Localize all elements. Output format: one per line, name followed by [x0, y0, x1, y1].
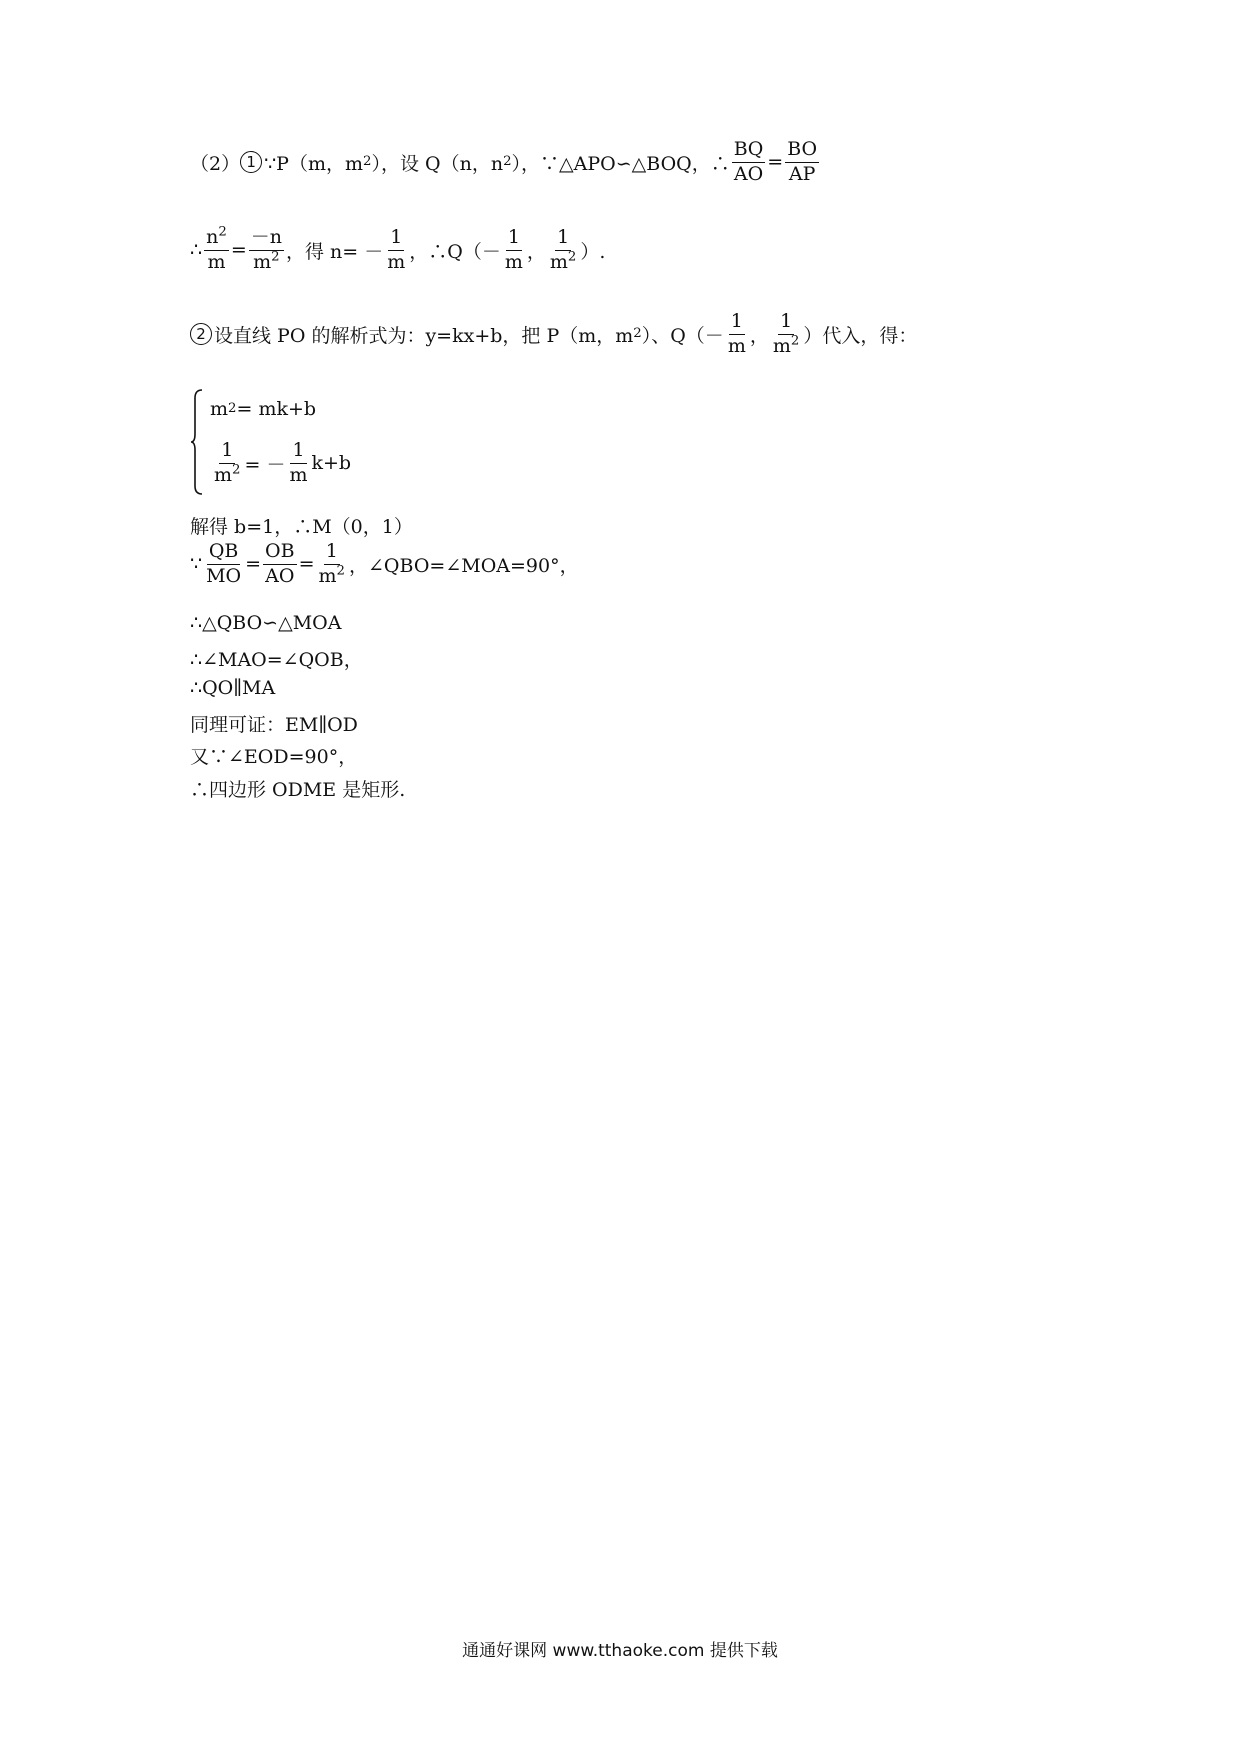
solution-line-2	[190, 224, 606, 273]
fraction-numerator: OB	[263, 542, 297, 565]
superscript: 2	[271, 249, 280, 265]
fraction-numerator: 1	[219, 441, 235, 464]
fraction-denominator: m	[387, 250, 406, 273]
fraction-numerator: QB	[207, 542, 241, 565]
text-segment: ∴	[190, 239, 203, 262]
fraction-denominator	[251, 251, 282, 273]
fraction-numerator: 1	[555, 228, 571, 251]
superscript: 2	[218, 224, 227, 240]
base: m	[549, 250, 568, 273]
text-segment: ，∠QBO=∠MOA=90°，	[349, 554, 579, 577]
fraction-numerator: －n	[249, 228, 284, 251]
text-segment: ，	[526, 240, 546, 263]
fraction-1-m	[385, 228, 407, 273]
equation-row-2	[210, 438, 352, 486]
left-brace	[190, 388, 204, 496]
fraction-denominator: AO	[733, 162, 764, 185]
fraction-1-m	[287, 438, 309, 486]
solution-line-3: 2 设直线 PO 的解析式为：y=kx+b，把 P（m，m 2 ）、Q（－ $\frac{1}{m}$ ， $\frac{1}{m^2}$ ）代入，得：	[190, 312, 917, 357]
equals-sign: =	[767, 151, 784, 174]
superscript: 2	[232, 462, 241, 478]
superscript: 2	[790, 333, 800, 349]
circled-number-1: 1	[240, 151, 262, 173]
fraction-numerator: BQ	[732, 140, 766, 163]
base: m	[772, 334, 791, 357]
solution-line-11: ∴四边形 ODME 是矩形.	[190, 779, 406, 801]
text-segment: 设直线 PO 的解析式为：y=kx+b，把 P（m，m	[214, 324, 634, 347]
fraction-n2-m	[204, 224, 229, 273]
fraction-bq-ao	[732, 140, 766, 185]
fraction-denominator	[548, 251, 579, 273]
text-segment: ）代入，得：	[803, 324, 918, 347]
fraction-1-m	[726, 312, 748, 357]
text-segment: ，	[749, 324, 769, 347]
equation-system	[190, 388, 351, 496]
fraction-denominator: AP	[788, 162, 816, 185]
fraction-1-m2	[771, 312, 802, 357]
text-segment: ）、Q（－	[641, 324, 724, 347]
fraction-numerator: 1	[729, 312, 745, 335]
fraction-denominator: m	[289, 463, 308, 486]
solution-line-10: 又∵∠EOD=90°，	[190, 746, 358, 768]
base: n	[206, 226, 219, 248]
page-footer: 通通好课网 www.tthaoke.com 提供下载	[462, 1641, 778, 1661]
text-segment: k+b	[311, 452, 352, 475]
base: m	[210, 398, 229, 421]
part-label: （2）	[190, 152, 241, 175]
solution-line-8: ∴QO∥MA	[190, 677, 276, 699]
solution-line-1: （2） 1 ∵P（m，m 2 ），设 Q（n，n 2 ），∵△APO∽△BOQ，∴ $\frac{BQ}{AO}$ = $\frac{BO}{AP}$	[190, 138, 818, 185]
fraction-numerator: 1	[388, 228, 404, 251]
circled-number-2: 2	[190, 323, 212, 345]
text-segment: ），∵△APO∽△BOQ，∴	[511, 152, 730, 175]
fraction-numerator: 1	[778, 312, 794, 335]
solution-line-7: ∴∠MAO=∠QOB，	[190, 649, 363, 671]
fraction-denominator: m	[727, 334, 746, 357]
fraction-denominator: m	[504, 250, 523, 273]
fraction-numerator	[204, 224, 229, 251]
system-rows	[204, 388, 351, 496]
equation-row-1: m 2 = mk+b	[210, 398, 317, 421]
fraction-neg-n-m2	[249, 228, 284, 273]
fraction-denominator: MO	[206, 564, 242, 587]
superscript: 2	[336, 563, 346, 579]
equals-sign: =	[298, 553, 315, 576]
equals-sign: =	[245, 553, 262, 576]
solution-line-5	[190, 542, 579, 587]
text-segment: = mk+b	[236, 398, 317, 421]
fraction-1-m	[503, 228, 525, 273]
brace-shape	[190, 388, 204, 496]
superscript: 2	[567, 249, 577, 265]
solution-line-9: 同理可证：EM∥OD	[190, 714, 358, 736]
fraction-denominator: m	[207, 250, 226, 273]
equals-sign: =	[230, 239, 247, 262]
text-segment: = －	[244, 453, 286, 476]
fraction-ob-ao	[263, 542, 297, 587]
fraction-numerator: 1	[290, 441, 306, 464]
fraction-numerator: 1	[324, 542, 340, 565]
fraction-1-m2	[212, 438, 243, 486]
solution-line-6: ∴△QBO∽△MOA	[190, 612, 342, 634]
text-segment: ∵P（m，m	[264, 152, 363, 175]
fraction-bo-ap	[785, 140, 819, 185]
fraction-1-m2	[317, 542, 348, 587]
text-segment: ）.	[580, 240, 606, 263]
text-segment: ），设 Q（n，n	[371, 152, 504, 175]
fraction-qb-mo	[204, 542, 243, 587]
solution-line-4: 解得 b=1，∴M（0，1）	[190, 516, 413, 538]
fraction-numerator: BO	[785, 140, 819, 163]
fraction-denominator: AO	[265, 564, 295, 587]
fraction-denominator	[212, 464, 243, 486]
fraction-denominator	[771, 335, 802, 357]
fraction-1-m2	[548, 228, 579, 273]
text-segment: ，∴Q（－	[409, 240, 501, 263]
base: m	[318, 564, 337, 587]
text-segment: ，得 n= －	[285, 240, 384, 263]
base: m	[214, 463, 233, 486]
fraction-numerator: 1	[506, 228, 522, 251]
text-segment: ∵	[190, 553, 203, 576]
base: m	[253, 250, 272, 273]
fraction-denominator	[317, 565, 348, 587]
